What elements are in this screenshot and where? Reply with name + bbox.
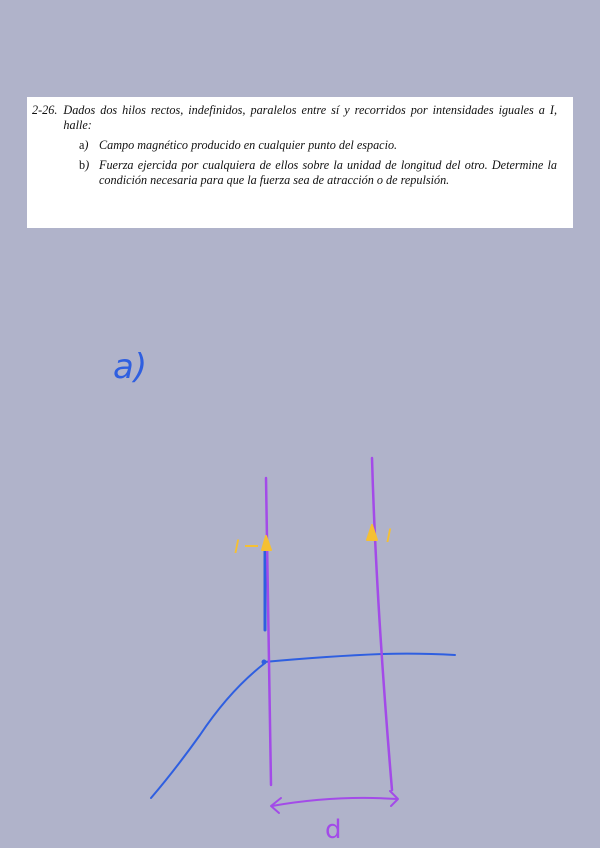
part-label-a: a) — [113, 347, 148, 387]
distance-arrow-line — [272, 798, 397, 806]
axis-origin — [262, 660, 267, 665]
wires — [266, 458, 392, 790]
wire-right — [372, 458, 392, 790]
item-b-text: Fuerza ejercida por cualquiera de ellos sobre la unidad de longitud del otro. Determine la condición necesaria para que la fuerza sea de atracción o de repulsión. — [99, 158, 557, 187]
sketch-axes — [151, 550, 455, 798]
distance-indicator — [271, 791, 398, 845]
current-right-label: I — [386, 525, 392, 547]
wire-left — [266, 478, 271, 785]
problem-number: 2-26. — [32, 103, 58, 117]
current-left-label: I — [234, 536, 240, 558]
item-b-label: b) — [79, 158, 90, 172]
current-right — [367, 525, 392, 547]
item-a-text: Campo magnético producido en cualquier punto del espacio. — [99, 138, 398, 152]
distance-label: d — [325, 815, 342, 845]
item-a-label: a) — [79, 138, 89, 152]
problem-statement: Dados dos hilos rectos, indefinidos, paralelos entre sí y recorridos por intensidades iguales a I, halle: — [63, 103, 557, 132]
axis-diagonal — [151, 663, 265, 798]
current-left-arrow-icon — [245, 536, 271, 550]
axis-horizontal — [264, 654, 455, 662]
